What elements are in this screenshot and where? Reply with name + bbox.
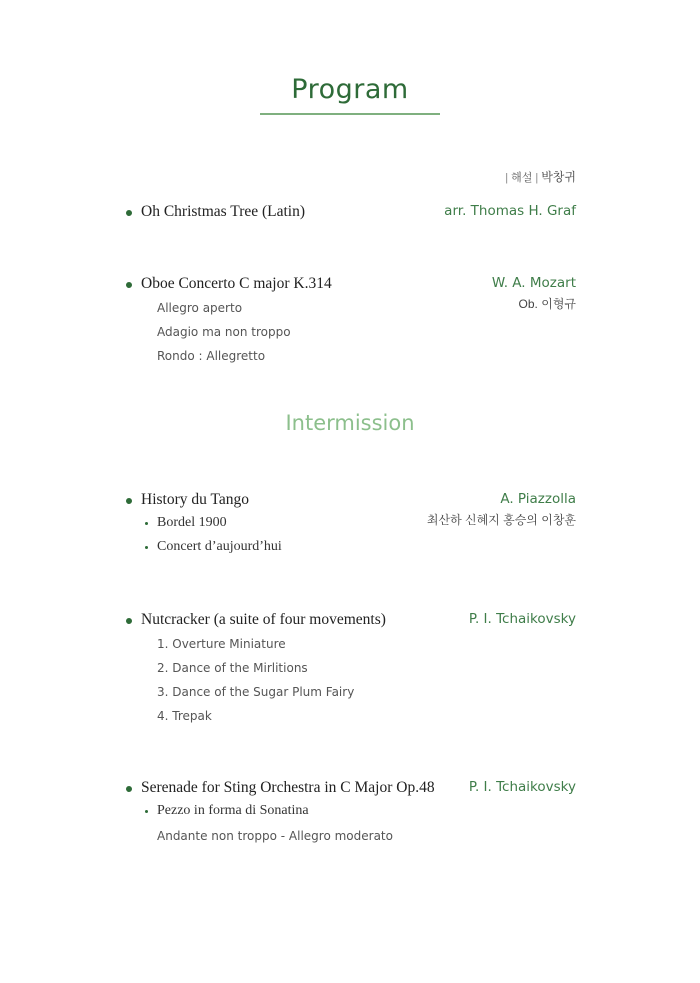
divider: | [505, 172, 509, 184]
movement: 1. Overture Miniature [157, 637, 286, 651]
page-title: Program [291, 74, 409, 105]
movement: Adagio ma non troppo [157, 325, 291, 339]
piece-title: Oh Christmas Tree (Latin) [141, 203, 306, 220]
sub-bullet-icon [145, 546, 148, 549]
bullet-icon [126, 282, 132, 288]
movement: 4. Trepak [157, 709, 212, 723]
composer: arr. Thomas H. Graf [444, 203, 576, 219]
bullet-icon [126, 786, 132, 792]
movement: Concert d’aujourd’hui [157, 539, 282, 554]
sub-bullet-icon [145, 810, 148, 813]
performer: 최산하 신혜지 홍승의 이창훈 [426, 513, 576, 527]
bullet-icon [126, 210, 132, 216]
composer: A. Piazzolla [500, 491, 576, 507]
composer: P. I. Tchaikovsky [468, 779, 576, 795]
performer: Ob. 이형규 [518, 297, 576, 311]
piece-title: Oboe Concerto C major K.314 [141, 275, 332, 292]
bullet-icon [126, 498, 132, 504]
divider: | [535, 172, 539, 184]
composer: W. A. Mozart [491, 275, 576, 291]
intermission-heading: Intermission [285, 411, 415, 435]
movement: Pezzo in forma di Sonatina [157, 803, 309, 818]
piece-title: Nutcracker (a suite of four movements) [141, 611, 386, 628]
commentary-credit [502, 168, 576, 185]
sub-bullet-icon [145, 522, 148, 525]
bullet-icon [126, 618, 132, 624]
commentary-label: 해설 [511, 172, 533, 184]
movement: Allegro aperto [157, 301, 243, 315]
commentary-name: 박창귀 [541, 170, 576, 184]
movement: Bordel 1900 [157, 515, 227, 530]
piece-title: Serenade for Sting Orchestra in C Major Op.48 [141, 779, 435, 796]
movement: 3. Dance of the Sugar Plum Fairy [157, 685, 355, 699]
movement: Rondo : Allegretto [157, 349, 266, 363]
piece-title: History du Tango [141, 491, 249, 508]
movement: Andante non troppo - Allegro moderato [157, 829, 393, 843]
movement: 2. Dance of the Mirlitions [157, 661, 308, 675]
title-underline [260, 113, 440, 115]
composer: P. I. Tchaikovsky [468, 611, 576, 627]
